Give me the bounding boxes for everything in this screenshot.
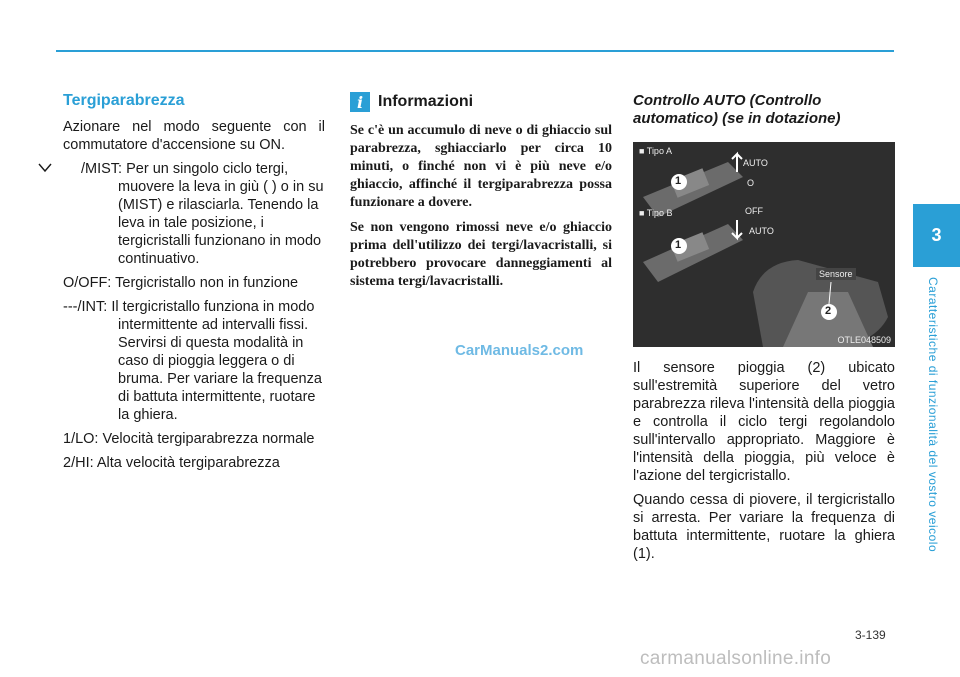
chevron-down-icon (63, 160, 81, 178)
callout-1-b: 1 (675, 239, 682, 251)
entry-lo (63, 430, 325, 448)
chapter-title: Caratteristiche di funzionalità del vostro veicolo (926, 277, 940, 553)
entry-key: ---/INT: (63, 299, 108, 315)
site-watermark: carmanualsonline.info (640, 648, 832, 669)
info-column (350, 92, 612, 298)
entry-key: /MIST: (81, 161, 123, 177)
wiper-column (63, 92, 325, 478)
subsection-heading: Controllo AUTO (Controllo automatico) (se in dotazione) (633, 92, 841, 127)
entry-int (63, 298, 325, 424)
callout-2: 2 (825, 305, 832, 317)
entry-desc: Tergicristallo non in funzione (115, 275, 299, 291)
auto-label-2: AUTO (749, 226, 774, 236)
entry-key: O/OFF: (63, 275, 112, 291)
intro-text: Azionare nel modo seguente con il commutatore d'accensione su ON. (63, 119, 325, 153)
page-number: 3-139 (855, 628, 886, 642)
off-label: OFF (745, 206, 763, 216)
info-title: Informazioni (378, 93, 474, 110)
wiper-lever-illustration (633, 142, 895, 347)
type-b-label: ■ Tipo B (639, 208, 673, 218)
info-icon: i (350, 92, 370, 112)
info-paragraph: Se c'è un accumulo di neve o di ghiaccio sul parabrezza, sghiacciarlo per circa 10 minuti, o finché non vi è più neve e/o ghiaccio, affinché il tergiparabrezza possa funzionare a dovere. (350, 123, 612, 210)
sensor-paragraph: Il sensore pioggia (2) ubicato sull'estremità superiore del vetro parabrezza rileva l'intensità della pioggia e controlla il ciclo tergi regolandolo sull'intervallo appropriato. Maggiore è l'intensità della pioggia, più veloce è l'azione del tergicristallo. (633, 360, 895, 484)
chapter-tab: 3 (913, 204, 960, 267)
entry-desc: Alta velocità tergiparabrezza (96, 455, 280, 471)
section-heading: Tergiparabrezza (63, 92, 185, 109)
entry-key: 1/LO: (63, 431, 99, 447)
watermark-link[interactable]: CarManuals2.com (455, 342, 584, 359)
type-a-label: ■ Tipo A (639, 146, 672, 156)
rain-sensor-figure (633, 142, 895, 347)
figure-code: OTLE048509 (837, 335, 891, 345)
entry-mist (63, 160, 325, 268)
o-label: O (747, 178, 755, 188)
info-header (350, 92, 612, 112)
entry-desc: Per un singolo ciclo tergi, muovere la leva in giù ( ) o in su (MIST) e rilasciarla. Tenendo la leva in tale posizione, i tergicristalli funzionano in modo continuativo. (118, 161, 324, 267)
entry-key: 2/HI: (63, 455, 94, 471)
sensor-label: Sensore (816, 268, 856, 280)
entry-desc: Il tergicristallo funziona in modo intermittente ad intervalli fissi. Servirsi di questa modalità in caso di pioggia leggera o di bruma. Per variare la frequenza di battuta intermittente, ruotare la ghiera. (111, 299, 322, 423)
entry-hi (63, 454, 325, 472)
info-paragraph: Se non vengono rimossi neve e/o ghiaccio prima dell'utilizzo dei tergi/lavacristalli, si potrebbero provocare danneggiamenti al sistema tergi/lavacristalli. (350, 220, 612, 289)
top-rule (56, 50, 894, 52)
auto-label: AUTO (743, 158, 768, 168)
sensor-paragraph: Quando cessa di piovere, il tergicristallo si arresta. Per variare la frequenza di battuta intermittente, ruotare la ghiera (1). (633, 492, 895, 562)
callout-1: 1 (675, 175, 682, 187)
entry-off (63, 274, 325, 292)
entry-desc: Velocità tergiparabrezza normale (102, 431, 315, 447)
auto-column (633, 92, 895, 569)
